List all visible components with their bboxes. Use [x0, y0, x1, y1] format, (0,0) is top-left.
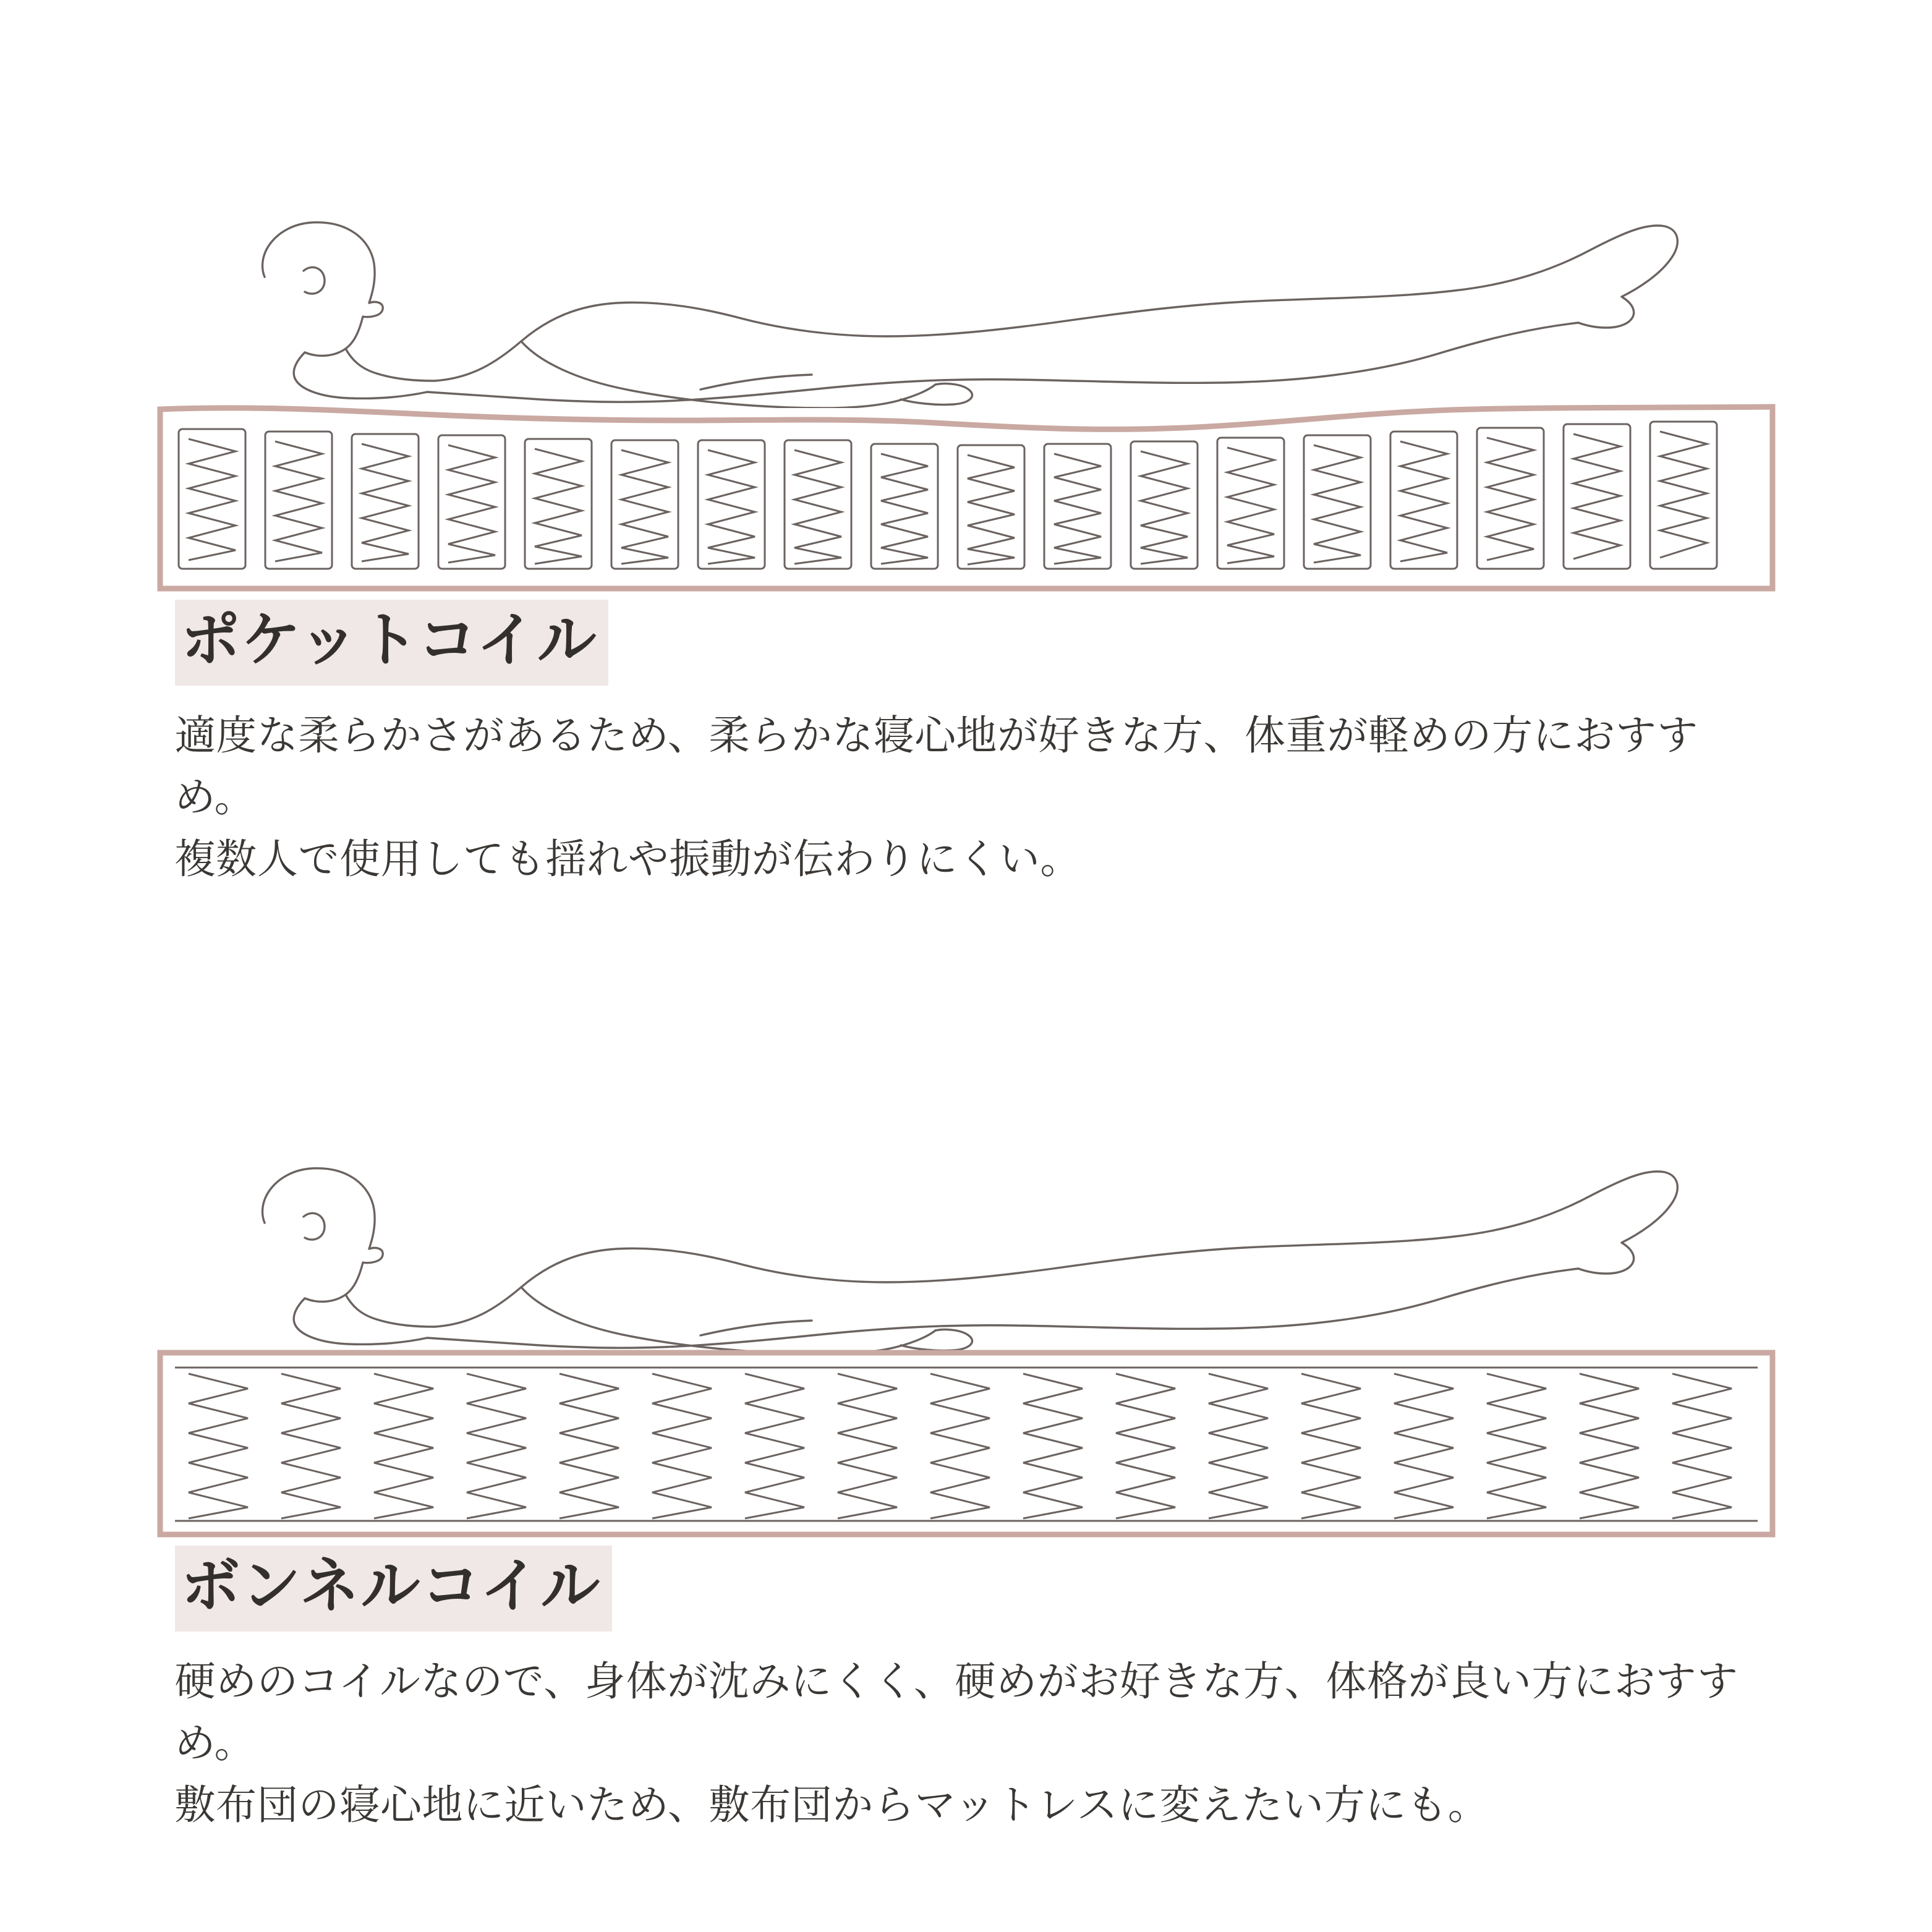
figure-bonnell-coil [156, 1150, 1776, 1546]
pocket-coil-mattress-cross-section [156, 389, 1776, 594]
reclining-person-illustration [231, 1150, 1727, 1354]
description-pocket-coil [175, 704, 1776, 890]
description-line: 敷布団の寝心地に近いため、敷布団からマットレスに変えたい方にも。 [174, 1782, 1489, 1828]
description-bonnell-coil [175, 1650, 1776, 1836]
section-spacer [0, 890, 1932, 995]
figure-pocket-coil [156, 204, 1776, 600]
section-bonnell-coil [0, 995, 1932, 1836]
bonnell-coil-mattress-cross-section [156, 1335, 1776, 1539]
section-pocket-coil [0, 0, 1932, 890]
description-line: 適度な柔らかさがあるため、柔らかな寝心地が好きな方、体重が軽めの方におすすめ。 [174, 712, 1698, 820]
text-block-pocket-coil [156, 600, 1776, 890]
heading-bonnell-coil: ボンネルコイル [175, 1546, 613, 1632]
reclining-person-illustration [231, 204, 1727, 408]
heading-pocket-coil: ポケットコイル [175, 600, 609, 686]
text-block-bonnell-coil [156, 1546, 1776, 1836]
description-line: 硬めのコイルなので、身体が沈みにくく、硬めがお好きな方、体格が良い方におすすめ。 [174, 1658, 1738, 1766]
description-line: 複数人で使用しても揺れや振動が伝わりにくい。 [174, 836, 1082, 882]
